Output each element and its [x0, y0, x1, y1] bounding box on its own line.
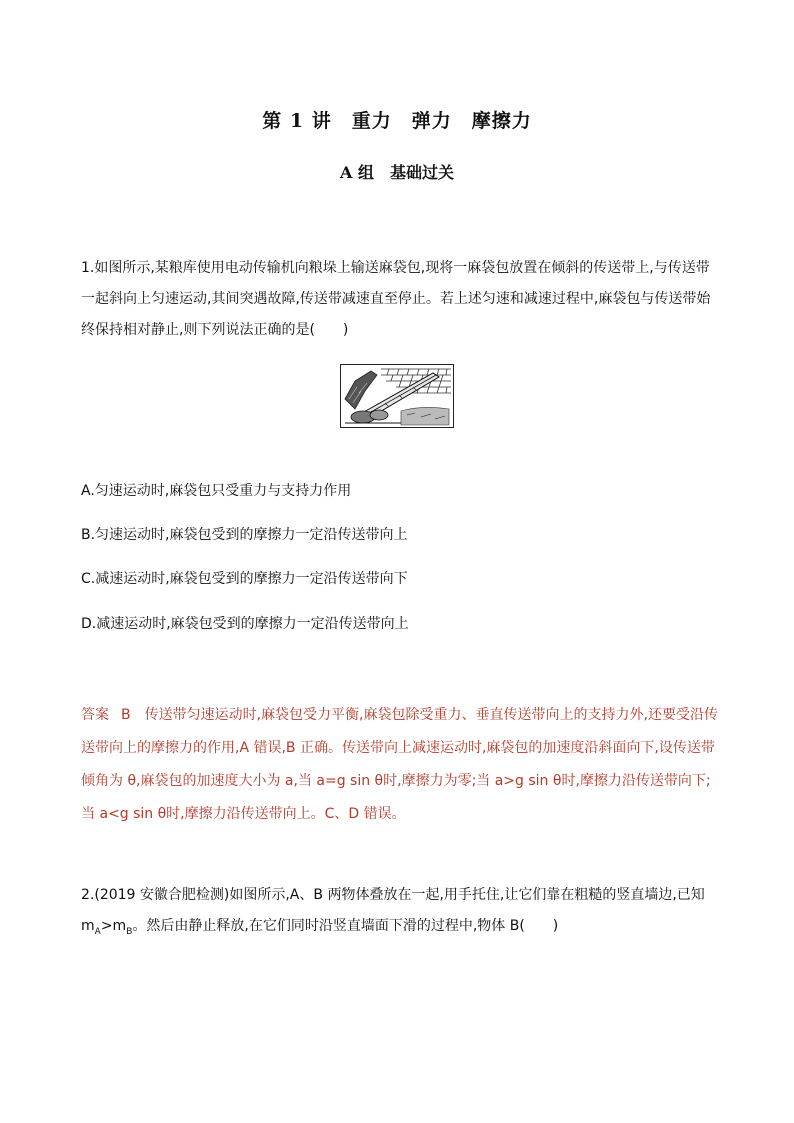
question-2-text	[81, 880, 721, 948]
answer-letter: B	[121, 707, 131, 723]
conveyor-belt-figure	[340, 364, 454, 428]
option-a: A.匀速运动时,麻袋包只受重力与支持力作用	[81, 483, 352, 499]
answer-1	[81, 699, 721, 831]
conveyor-illustration	[341, 365, 453, 427]
option-b: B.匀速运动时,麻袋包受到的摩擦力一定沿传送带向上	[81, 527, 408, 543]
mass-b-subscript: B	[126, 926, 133, 937]
question-2-greater-than: >m	[100, 918, 127, 934]
answer-explanation: 传送带匀速运动时,麻袋包受力平衡,麻袋包除受重力、垂直传送带向上的支持力外,还要受沿传送带向上的摩擦力的作用,A 错误,B 正确。传送带向上减速运动时,麻袋包的加速度沿斜面向下,设传送带倾角为 θ,麻袋包的加速度大小为 a,当 a=g sin θ时,摩擦力为零;当 a>g sin θ时,摩擦力沿传送带向下;当 a<g sin θ时,摩擦力沿传送带向上。C、D 错误。	[81, 707, 718, 822]
option-d: D.减速运动时,麻袋包受到的摩擦力一定沿传送带向上	[81, 616, 409, 632]
question-1-text: 1.如图所示,某粮库使用电动传输机向粮垛上输送麻袋包,现将一麻袋包放置在倾斜的传送带上,与传送带一起斜向上匀速运动,其间突遇故障,传送带减速直至停止。若上述匀速和减速过程中,麻袋包与传送带始终保持相对静止,则下列说法正确的是( )	[81, 260, 711, 338]
section-subtitle: A 组 基础过关	[340, 163, 454, 182]
answer-label: 答案	[81, 707, 109, 723]
page-title: 第 1 讲 重力 弹力 摩擦力	[262, 110, 532, 132]
question-2-text-before: 2.(2019 安徽合肥检测)如图所示,A、B 两物体叠放在一起,用手托住,让它们靠在粗糙的竖直墙边,已知 m	[81, 887, 705, 934]
option-c: C.减速运动时,麻袋包受到的摩擦力一定沿传送带向下	[81, 571, 408, 587]
question-2-text-after: 。然后由静止释放,在它们同时沿竖直墙面下滑的过程中,物体 B( )	[132, 918, 559, 934]
mass-a-subscript: A	[94, 926, 101, 937]
